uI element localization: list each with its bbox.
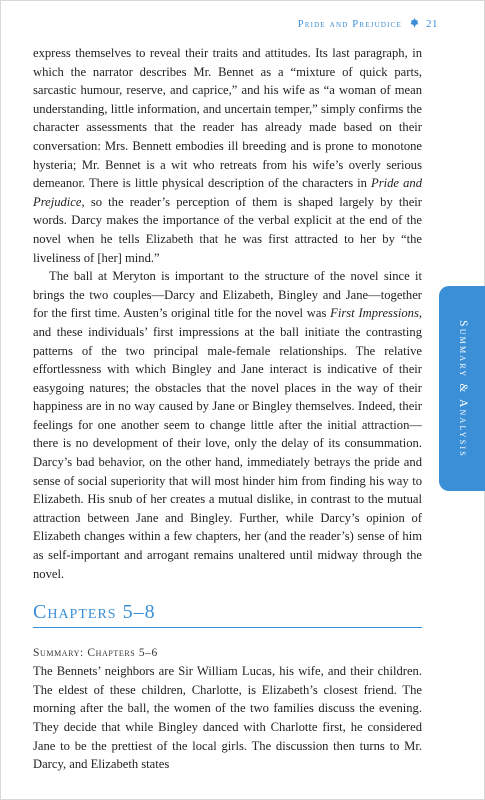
running-header <box>1 17 438 30</box>
running-header-title: Pride and Prejudice <box>297 19 402 30</box>
chapter-heading: Chapters 5–8 <box>33 600 422 628</box>
paragraph-1-text-b: , so the reader’s perception of them is shaped largely by their words. Darcy makes the importance of the verbal explicit at the end of the novel when he tells Elizabeth that he was first attracted to her by “the liveliness of [her] mind.” <box>33 194 422 265</box>
paragraph-2 <box>33 267 422 583</box>
section-tab-label: Summary & Analysis <box>456 319 469 458</box>
paragraph-2-text-a: The ball at Meryton is important to the structure of the novel since it brings the two couples—Darcy and Elizabeth, Bingley and Jane—together for the first time. Austen’s original title for the novel was <box>33 269 422 321</box>
paragraph-3: The Bennets’ neighbors are Sir William Lucas, his wife, and their children. The eldest of these children, Charlotte, is Elizabeth’s closest friend. The morning after the ball, the women of the two families discuss the evening. They decide that while Bingley danced with Charlotte first, he considered Jane to be the prettiest of the local girls. The discussion then turns to Mr. Darcy, and Elizabeth states <box>33 664 422 772</box>
summary-subheading: Summary: Chapters 5–6 <box>33 647 158 660</box>
body-text <box>33 44 422 774</box>
paragraph-2-text-b: , and these individuals’ first impressions at the ball initiate the contrasting patterns of the two principal male-female relationships. The relative effortlessness with which Bingley and Jane interact is indicative of their easygoing natures; the obstacles that the novel places in the way of their happiness are in no way caused by Jane or Bingley themselves. Indeed, their feelings for one another seem to change little after the initial attraction—there is no development of their love, only the delay of its consummation. Darcy’s bad behavior, on the other hand, immediately betrays the pride and sense of social superiority that will most hinder him from finding his way to Elizabeth. His snub of her creates a mutual dislike, in contrast to the mutual attraction between Jane and Bingley. Further, while Darcy’s opinion of Elizabeth changes within a few chapters, her (and the reader’s) sense of him as self-important and arrogant remains unaltered until midway through the novel. <box>33 306 422 581</box>
paragraph-1-text-a: express themselves to reveal their traits and attitudes. Its last paragraph, in which the narrator describes Mr. Bennet as a “mixture of quick parts, sarcastic humour, reserve, and caprice,” and his wife as “a woman of mean understanding, little information, and uncertain temper,” simply confirms the character assessments that the reader has already made based on their conversation: Mrs. Bennett embodies ill breeding and is prone to monotone hysteria; Mr. Bennet is a wit who retreats from his wife’s overly serious demeanor. There is little physical description of the characters in <box>33 46 422 191</box>
original-title-italic: First Impressions <box>330 306 419 321</box>
paragraph-1 <box>33 44 422 267</box>
book-title-italic: Pride and Prejudice <box>33 176 422 209</box>
section-tab <box>439 286 485 491</box>
leaf-icon <box>408 17 421 28</box>
page-number: 21 <box>426 18 438 30</box>
